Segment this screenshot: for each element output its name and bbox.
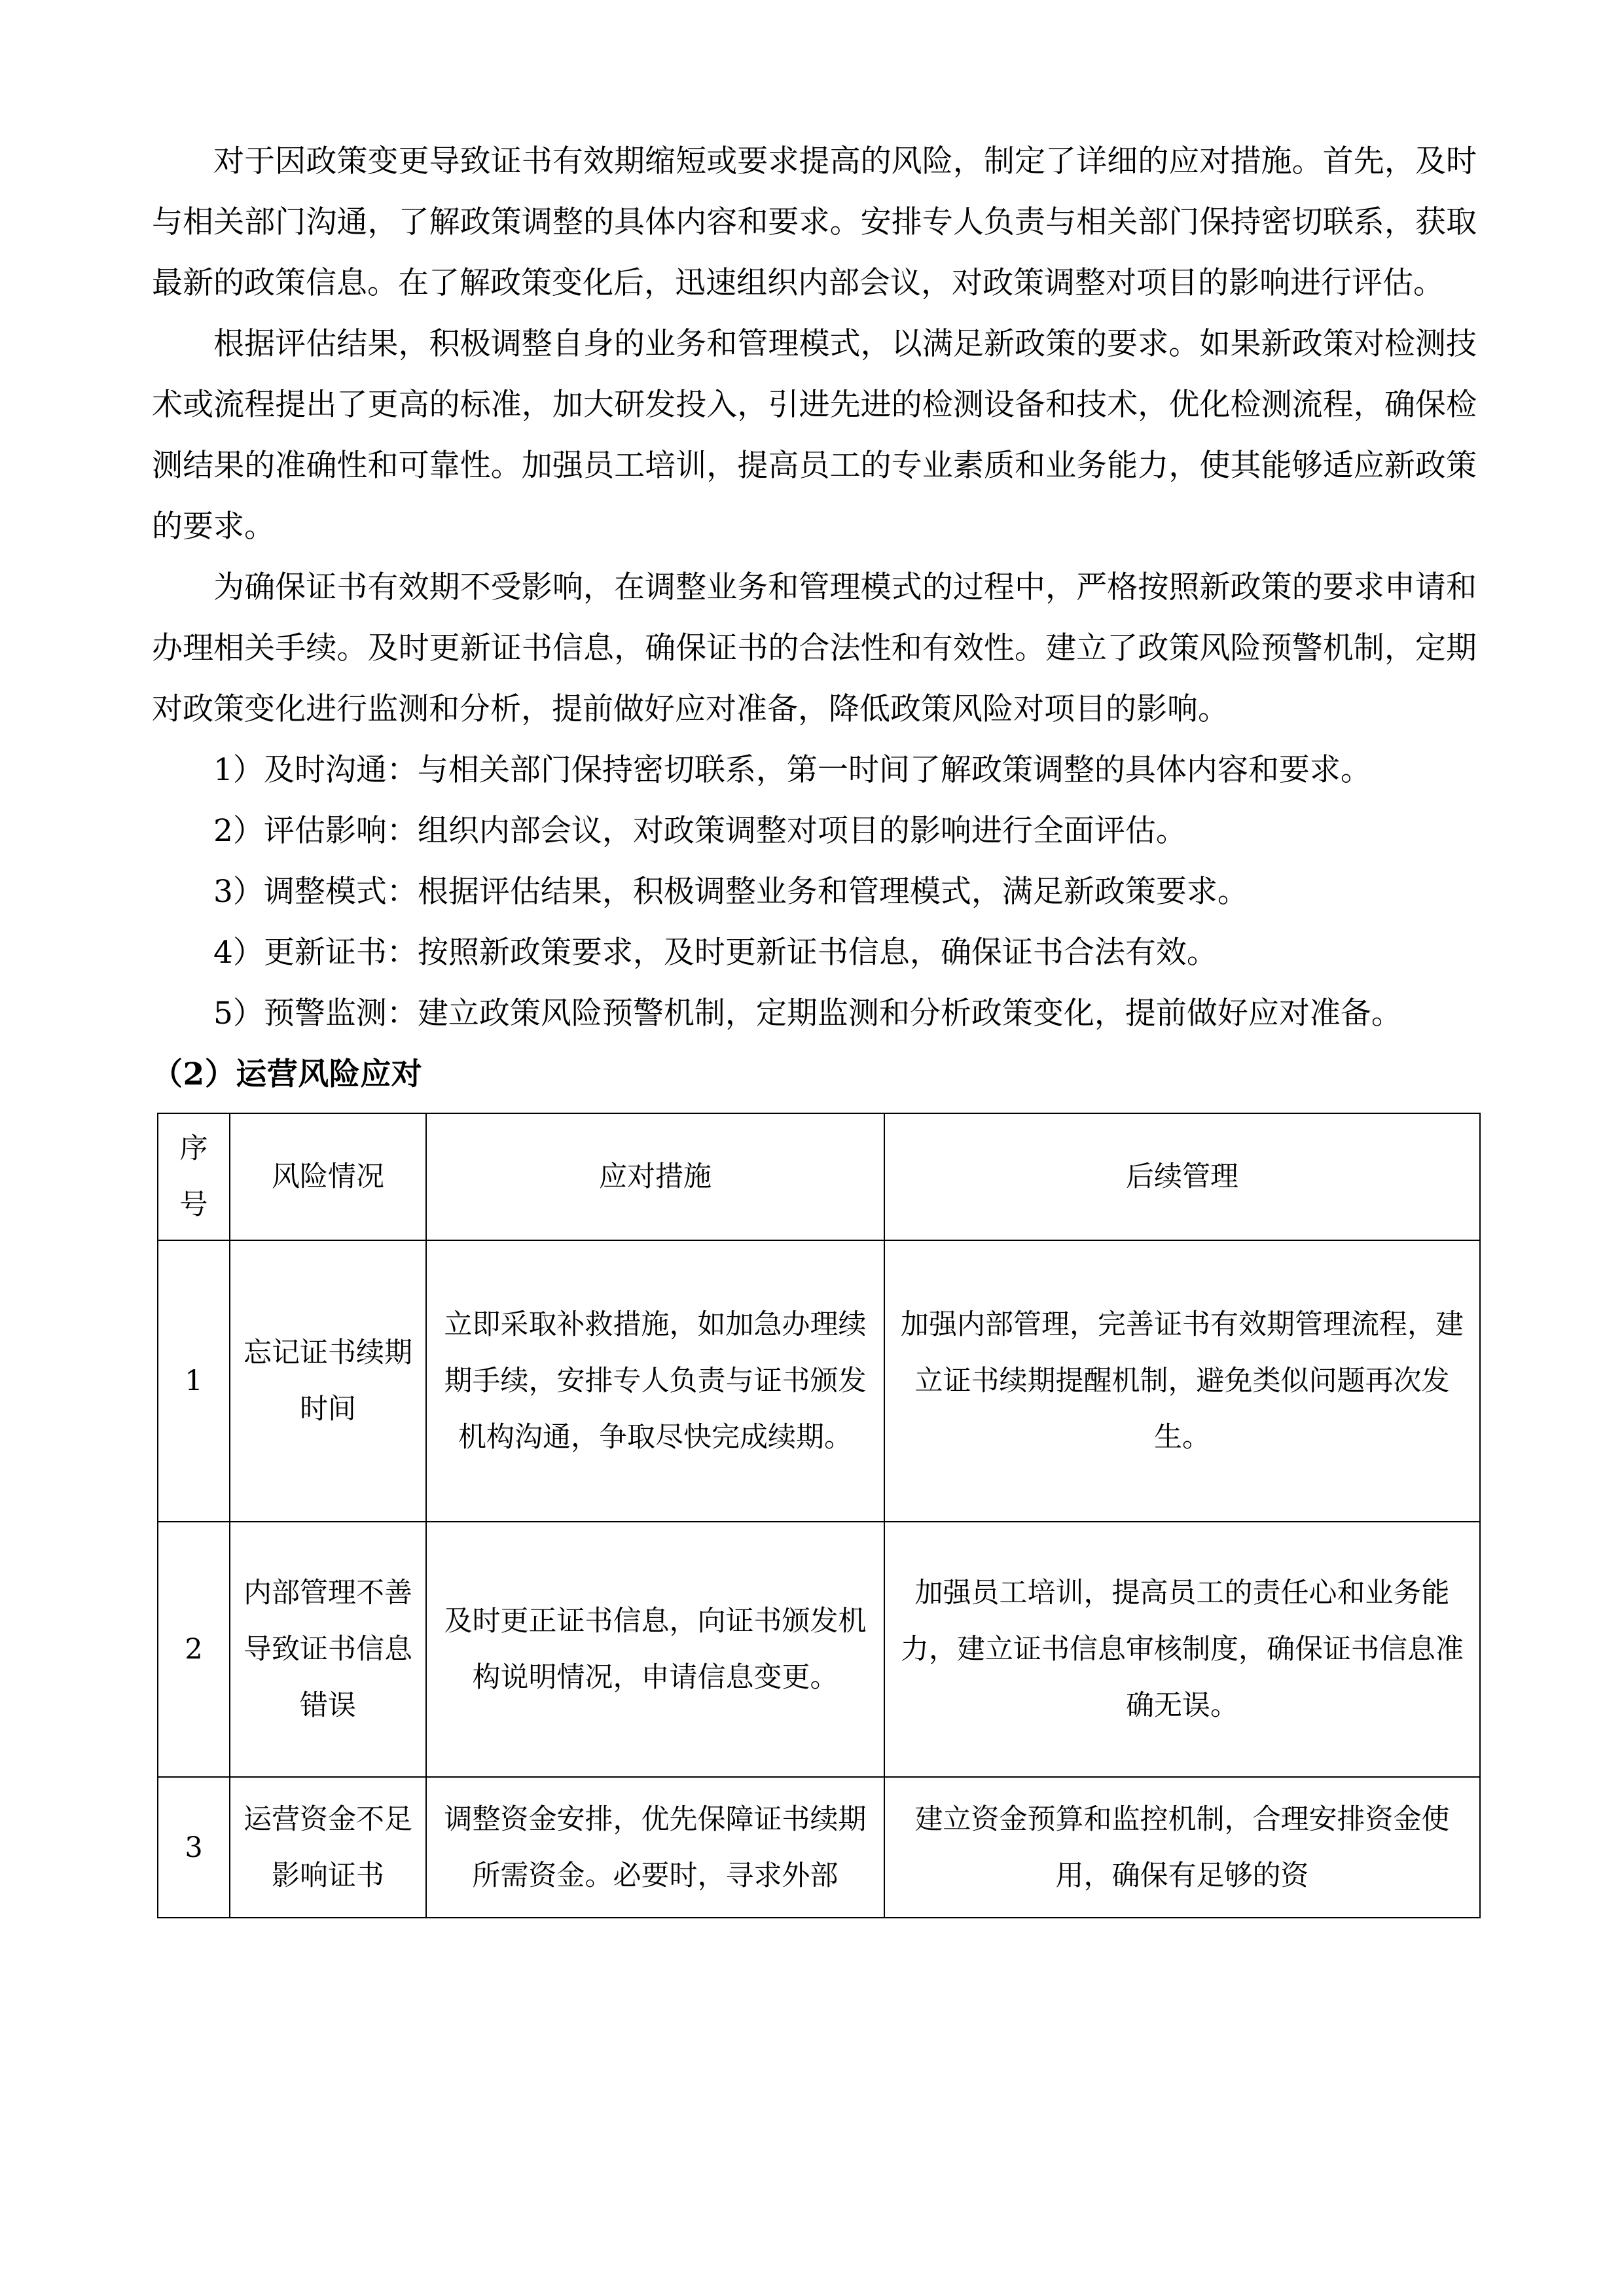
column-header-no-line1: 序 (179, 1132, 208, 1165)
column-header-no-line2: 号 (179, 1189, 208, 1221)
cell-no: 3 (158, 1777, 230, 1918)
cell-risk: 运营资金不足影响证书 (230, 1777, 426, 1918)
cell-measure: 及时更正证书信息，向证书颁发机构说明情况，申请信息变更。 (426, 1522, 884, 1777)
column-header-followup: 后续管理 (884, 1113, 1480, 1240)
column-header-no (158, 1113, 230, 1240)
table-row (158, 1240, 1480, 1522)
list-item-adjust-model: 3）调整模式：根据评估结果，积极调整业务和管理模式，满足新政策要求。 (213, 874, 1248, 910)
list-item-assess-impact: 2）评估影响：组织内部会议，对政策调整对项目的影响进行全面评估。 (213, 813, 1187, 849)
table-row (158, 1522, 1480, 1777)
table-row (158, 1777, 1480, 1918)
list-item-timely-communication: 1）及时沟通：与相关部门保持密切联系，第一时间了解政策调整的具体内容和要求。 (213, 752, 1371, 788)
operational-risk-table (157, 1113, 1481, 1918)
cell-no: 2 (158, 1522, 230, 1777)
list-item-update-certificate: 4）更新证书：按照新政策要求，及时更新证书信息，确保证书合法有效。 (213, 935, 1218, 971)
paragraph-ensure-certificate-validity: 为确保证书有效期不受影响，在调整业务和管理模式的过程中，严格按照新政策的要求申请和办理相关手续。及时更新证书信息，确保证书的合法性和有效性。建立了政策风险预警机制，定期对政策变化进行监测和分析，提前做好应对准备，降低政策风险对项目的影响。 (152, 569, 1477, 727)
paragraph-adjust-business-model: 根据评估结果，积极调整自身的业务和管理模式，以满足新政策的要求。如果新政策对检测技术或流程提出了更高的标准，加大研发投入，引进先进的检测设备和技术，优化检测流程，确保检测结果的准确性和可靠性。加强员工培训，提高员工的专业素质和业务能力，使其能够适应新政策的要求。 (152, 326, 1477, 545)
table-top-spacer (152, 1105, 1477, 1113)
cell-followup: 加强内部管理，完善证书有效期管理流程，建立证书续期提醒机制，避免类似问题再次发生。 (884, 1240, 1480, 1522)
column-header-risk: 风险情况 (230, 1113, 426, 1240)
list-item-warning-monitoring: 5）预警监测：建立政策风险预警机制，定期监测和分析政策变化，提前做好应对准备。 (213, 996, 1402, 1031)
table-header-row (158, 1113, 1480, 1240)
document-body (152, 131, 1477, 1918)
cell-no: 1 (158, 1240, 230, 1522)
cell-measure: 立即采取补救措施，如加急办理续期手续，安排专人负责与证书颁发机构沟通，争取尽快完成续期。 (426, 1240, 884, 1522)
paragraph-policy-change-response: 对于因政策变更导致证书有效期缩短或要求提高的风险，制定了详细的应对措施。首先，及时与相关部门沟通，了解政策调整的具体内容和要求。安排专人负责与相关部门保持密切联系，获取最新的政策信息。在了解政策变化后，迅速组织内部会议，对政策调整对项目的影响进行评估。 (152, 143, 1477, 301)
cell-followup: 建立资金预算和监控机制，合理安排资金使用，确保有足够的资 (884, 1777, 1480, 1918)
section-heading-operational-risk: （2）运营风险应对 (152, 1056, 423, 1092)
column-header-measure: 应对措施 (426, 1113, 884, 1240)
cell-followup: 加强员工培训，提高员工的责任心和业务能力，建立证书信息审核制度，确保证书信息准确无误。 (884, 1522, 1480, 1777)
cell-risk: 忘记证书续期时间 (230, 1240, 426, 1522)
cell-measure: 调整资金安排，优先保障证书续期所需资金。必要时，寻求外部 (426, 1777, 884, 1918)
cell-risk: 内部管理不善导致证书信息错误 (230, 1522, 426, 1777)
